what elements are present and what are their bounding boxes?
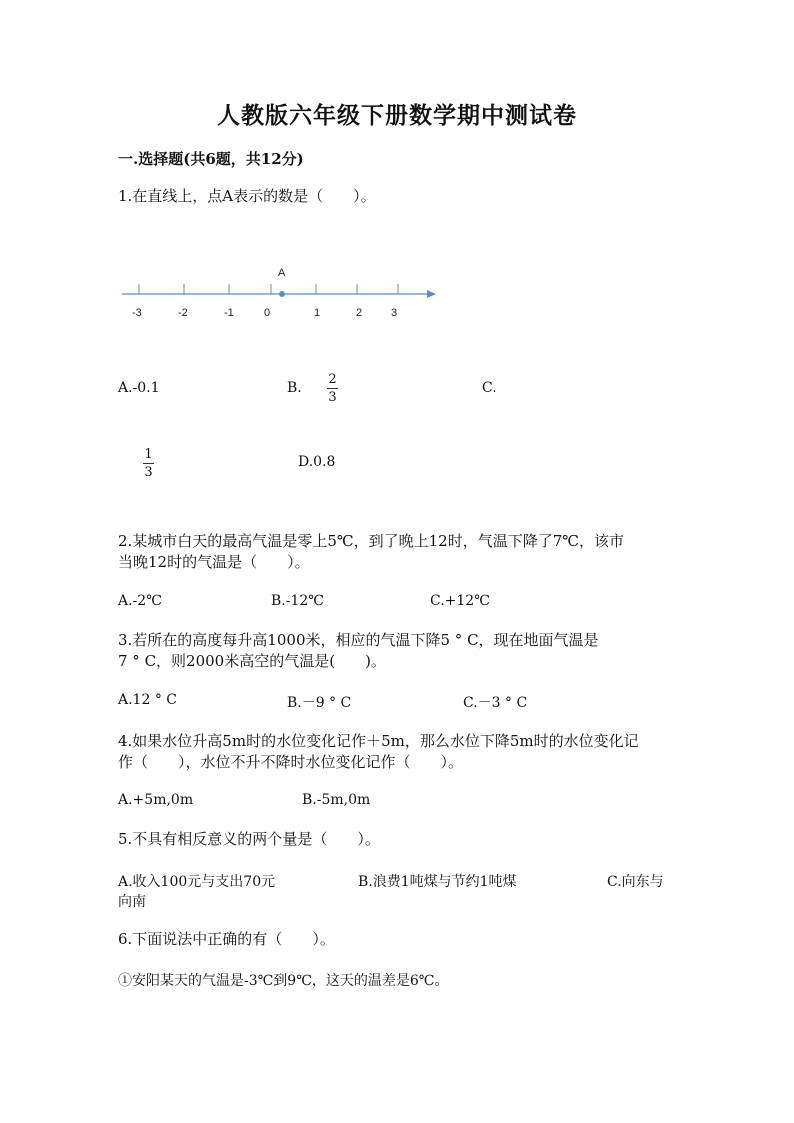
question-5-option-b: B.浪费1吨煤与节约1吨煤 (358, 874, 517, 890)
tick-label: 0 (264, 307, 271, 319)
question-1-stem: 1.在直线上，点A表示的数是（ ）。 (118, 187, 376, 205)
question-1-option-a: A.-0.1 (118, 380, 160, 396)
question-4-option-b: B.-5m,0m (302, 792, 371, 808)
question-5-stem: 5.不具有相反意义的两个量是（ ）。 (118, 830, 380, 848)
question-3-stem-line-2: 7 ° C，则2000米高空的气温是( )。 (118, 652, 386, 670)
question-1-option-d: D.0.8 (298, 454, 336, 470)
question-6-statement-1: ①安阳某天的气温是-3℃到9℃，这天的温差是6℃。 (118, 973, 449, 989)
question-1-option-b-label: B. (287, 380, 302, 396)
question-2-option-b: B.-12℃ (271, 593, 324, 609)
question-3-option-b: B.－9 ° C (287, 695, 352, 711)
tick-label: 3 (391, 307, 398, 319)
question-1-option-b-fraction (327, 372, 338, 405)
fraction-numerator: 1 (144, 447, 153, 462)
question-5-option-c: C.向东与 (607, 874, 664, 890)
question-4-stem-line-1: 4.如果水位升高5m时的水位变化记作＋5m，那么水位下降5m时的水位变化记 (118, 732, 639, 750)
question-3-option-a: A.12 ° C (118, 692, 177, 708)
fraction-denominator: 3 (144, 465, 153, 480)
page-title: 人教版六年级下册数学期中测试卷 (217, 102, 577, 129)
tick-label: -1 (224, 307, 234, 319)
question-1-option-c-fraction (143, 447, 154, 480)
fraction-bar (327, 388, 338, 389)
question-3-stem-line-1: 3.若所在的高度每升高1000米，相应的气温下降5 ° C，现在地面气温是 (118, 631, 599, 649)
question-4-option-a: A.+5m,0m (118, 792, 194, 808)
question-5-option-c-continued: 向南 (118, 894, 146, 910)
question-1-option-c-label: C. (482, 380, 497, 396)
point-a-label: A (278, 267, 286, 279)
question-2-option-a: A.-2℃ (118, 593, 162, 609)
tick-label: 1 (314, 307, 321, 319)
question-2-stem-line-1: 2.某城市白天的最高气温是零上5℃，到了晚上12时，气温下降了7℃，该市 (118, 532, 625, 550)
fraction-denominator: 3 (328, 390, 337, 405)
question-5-option-a: A.收入100元与支出70元 (118, 874, 276, 890)
tick-label: -3 (132, 307, 142, 319)
question-3-option-c: C.－3 ° C (463, 695, 528, 711)
question-2-option-c: C.+12℃ (430, 593, 490, 609)
question-2-stem-line-2: 当晚12时的气温是（ ）。 (118, 553, 310, 571)
point-a-marker (279, 291, 285, 297)
number-line-figure (118, 258, 448, 324)
number-line-arrow (427, 290, 436, 298)
tick-label: -2 (178, 307, 188, 319)
question-4-stem-line-2: 作（ ），水位不升不降时水位变化记作（ ）。 (118, 753, 464, 771)
fraction-bar (143, 463, 154, 464)
tick-label: 2 (356, 307, 363, 319)
fraction-numerator: 2 (328, 372, 337, 387)
section-heading: 一.选择题(共6题，共12分) (118, 150, 304, 168)
question-6-stem: 6.下面说法中正确的有（ ）。 (118, 930, 335, 948)
